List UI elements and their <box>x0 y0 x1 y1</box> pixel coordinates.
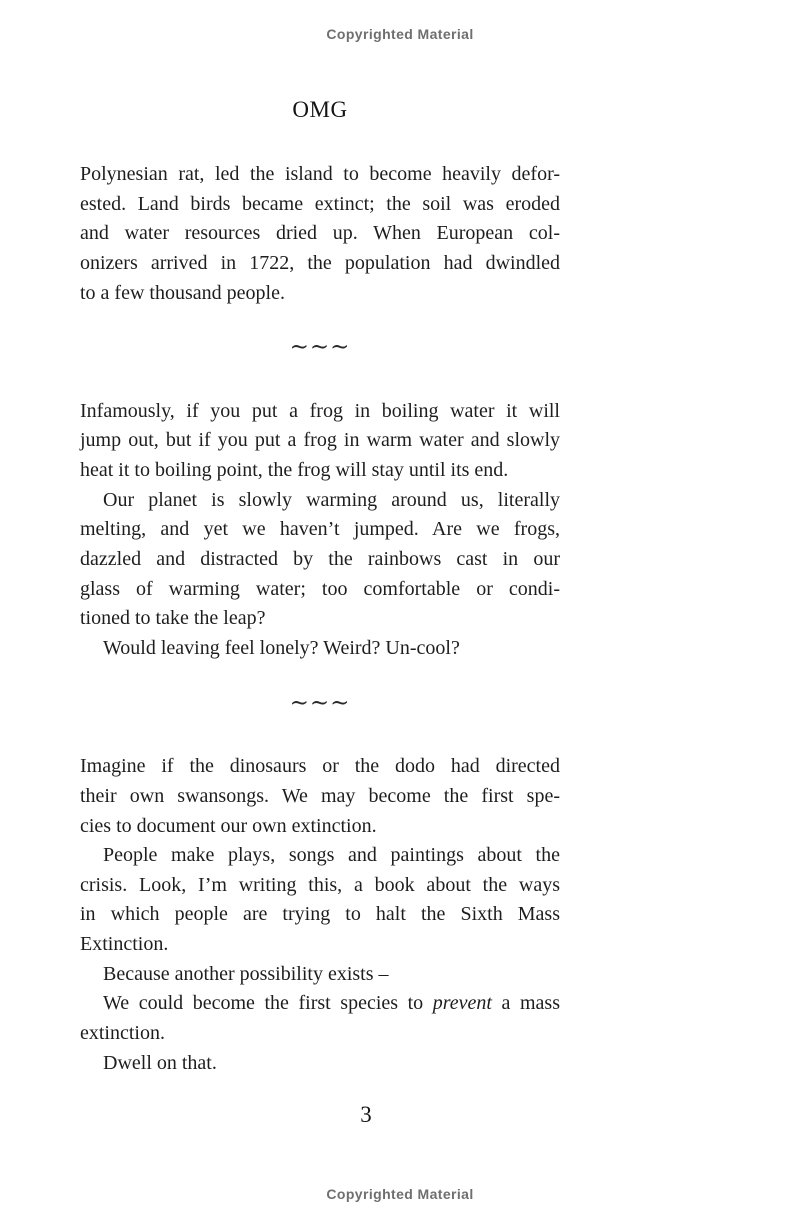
paragraph-because-possibility <box>80 960 560 990</box>
paragraph-polynesian-rat <box>80 160 560 308</box>
paragraph-would-leaving <box>80 634 560 664</box>
text-line: and water resources dried up. When European col- <box>80 222 560 245</box>
text-line: People make plays, songs and paintings about the <box>103 844 560 867</box>
paragraph-frog-boiling-water <box>80 397 560 486</box>
text-line: Extinction. <box>80 933 169 956</box>
text-line: tioned to take the leap? <box>80 607 266 630</box>
text-line: dazzled and distracted by the rainbows cast in our <box>80 548 560 571</box>
text-line: Because another possibility exists – <box>103 962 389 985</box>
text-line: Polynesian rat, led the island to become heavily defor- <box>80 163 560 185</box>
text-line: ested. Land birds became extinct; the soil was eroded <box>80 192 560 215</box>
text-line: to a few thousand people. <box>80 281 285 304</box>
paragraph-first-species-prevent <box>80 989 560 1048</box>
paragraph-planet-warming <box>80 486 560 634</box>
text-line: melting, and yet we haven’t jumped. Are we frogs, <box>80 518 560 541</box>
text-line: Infamously, if you put a frog in boiling water it will <box>80 399 560 422</box>
body-text <box>80 160 560 1078</box>
text-line: cies to document our own extinction. <box>80 814 377 837</box>
paragraph-imagine-dinosaurs <box>80 752 560 841</box>
text-line: extinction. <box>80 1022 165 1045</box>
section-separator: ∼∼∼ <box>289 334 351 360</box>
text-line: crisis. Look, I’m writing this, a book about the ways <box>80 873 560 896</box>
text-line: heat it to boiling point, the frog will stay until its end. <box>80 459 509 482</box>
paragraph-people-make-plays <box>80 841 560 960</box>
text-line: onizers arrived in 1722, the population had dwindled <box>80 251 560 274</box>
text-line: their own swansongs. We may become the first spe- <box>80 784 560 807</box>
copyright-notice-bottom: Copyrighted Material <box>326 1186 474 1202</box>
text-line: Our planet is slowly warming around us, literally <box>103 488 560 511</box>
paragraph-dwell-on-that <box>80 1049 560 1079</box>
text-line: Dwell on that. <box>103 1051 217 1074</box>
text-line: in which people are trying to halt the Sixth Mass <box>80 903 560 926</box>
text-line: Imagine if the dinosaurs or the dodo had directed <box>80 755 560 778</box>
text-line: glass of warming water; too comfortable or condi- <box>80 577 560 600</box>
page-number: 3 <box>360 1102 372 1127</box>
text-line: jump out, but if you put a frog in warm water and slowly <box>80 429 560 452</box>
chapter-title: OMG <box>292 97 348 122</box>
text-line: We could become the first species to prevent a mass <box>103 992 560 1015</box>
copyright-notice-top: Copyrighted Material <box>326 26 474 42</box>
section-separator: ∼∼∼ <box>289 689 351 715</box>
text-line: Would leaving feel lonely? Weird? Un-cool? <box>103 637 460 660</box>
